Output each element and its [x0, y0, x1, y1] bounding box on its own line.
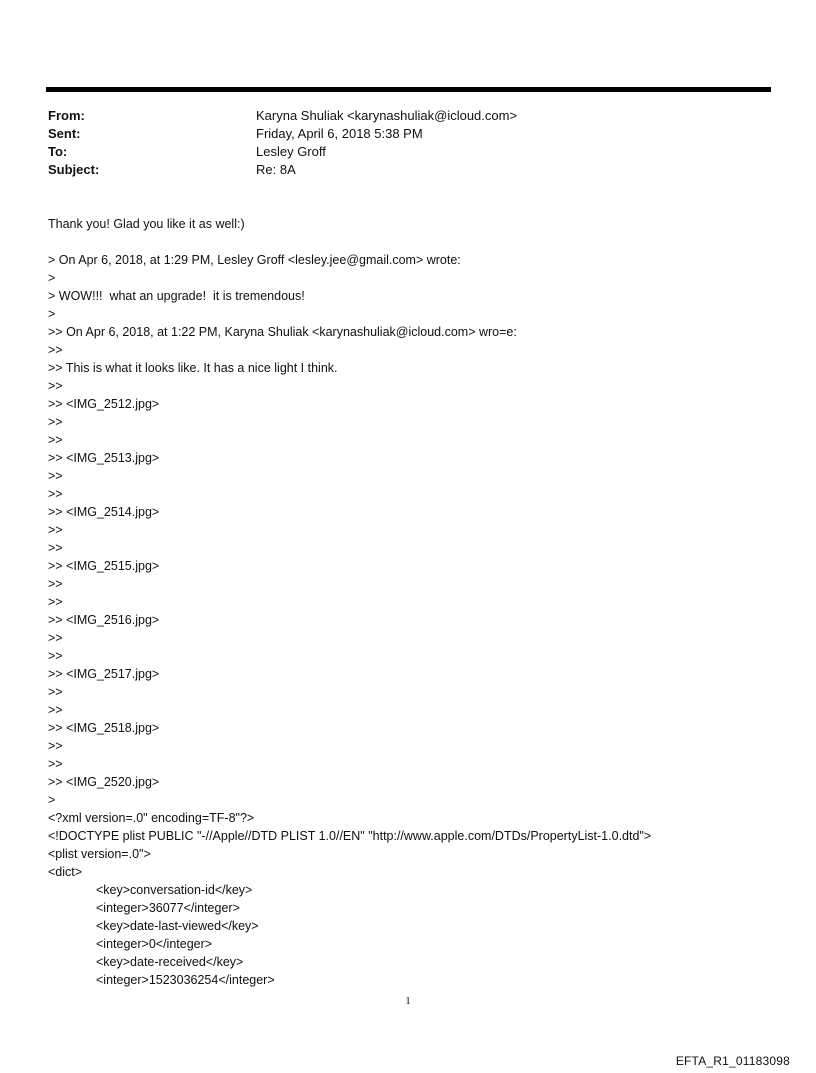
subject-label: Subject: — [48, 162, 100, 177]
quoted-line: >> — [48, 739, 63, 753]
quoted-line: > WOW!!! what an upgrade! it is tremendous! — [48, 289, 305, 303]
quoted-line: >> — [48, 631, 63, 645]
from-value: Karyna Shuliak <karynashuliak@icloud.com> — [256, 108, 518, 123]
quoted-line: >> — [48, 469, 63, 483]
quoted-line: > — [48, 793, 56, 807]
quoted-line: >> On Apr 6, 2018, at 1:22 PM, Karyna Shuliak <karynashuliak@icloud.com> wro=e: — [48, 325, 517, 339]
plist-line: <integer>36077</integer> — [96, 901, 240, 915]
quoted-line: >> <IMG_2514.jpg> — [48, 505, 160, 519]
quoted-line: > — [48, 271, 56, 285]
quoted-line: >> — [48, 649, 63, 663]
email-body — [48, 215, 788, 989]
quoted-line: >> — [48, 523, 63, 537]
quoted-line: >> <IMG_2512.jpg> — [48, 397, 160, 411]
plist-line: <integer>1523036254</integer> — [96, 973, 275, 987]
quoted-line: >> — [48, 595, 63, 609]
quoted-line: >> <IMG_2515.jpg> — [48, 559, 160, 573]
quoted-line: <!DOCTYPE plist PUBLIC "-//Apple//DTD PLIST 1.0//EN" "http://www.apple.com/DTDs/PropertyList-1.0.dtd"> — [48, 829, 652, 843]
quoted-line: >> — [48, 685, 63, 699]
plist-line: <integer>0</integer> — [96, 937, 213, 951]
quoted-line: >> This is what it looks like. It has a nice light I think. — [48, 361, 338, 375]
quoted-line: >> — [48, 577, 63, 591]
plist-line: <key>conversation-id</key> — [96, 883, 253, 897]
quoted-line: >> — [48, 343, 63, 357]
from-label: From: — [48, 108, 85, 123]
quoted-line: <dict> — [48, 865, 83, 879]
header-divider — [46, 87, 771, 92]
quoted-line: >> — [48, 541, 63, 555]
quoted-line: > — [48, 307, 56, 321]
to-value: Lesley Groff — [256, 144, 326, 159]
quoted-line: >> — [48, 757, 63, 771]
quoted-line: >> <IMG_2520.jpg> — [48, 775, 160, 789]
plist-dict-entries — [48, 881, 788, 989]
quoted-line: >> <IMG_2513.jpg> — [48, 451, 160, 465]
quoted-line: >> — [48, 433, 63, 447]
to-label: To: — [48, 144, 68, 159]
quoted-thread — [48, 251, 788, 881]
reply-text: Thank you! Glad you like it as well:) — [48, 217, 245, 231]
quoted-line: <?xml version=.0" encoding=TF-8"?> — [48, 811, 255, 825]
quoted-line: >> <IMG_2517.jpg> — [48, 667, 160, 681]
quoted-line: >> — [48, 703, 63, 717]
quoted-line: >> — [48, 415, 63, 429]
quoted-line: >> <IMG_2518.jpg> — [48, 721, 160, 735]
quoted-line: >> — [48, 379, 63, 393]
paragraph-gap — [48, 233, 788, 251]
quoted-line: >> — [48, 487, 63, 501]
sent-label: Sent: — [48, 126, 81, 141]
quoted-line: <plist version=.0"> — [48, 847, 151, 861]
quoted-line: > On Apr 6, 2018, at 1:29 PM, Lesley Groff <lesley.jee@gmail.com> wrote: — [48, 253, 461, 267]
plist-line: <key>date-received</key> — [96, 955, 244, 969]
quoted-line: >> <IMG_2516.jpg> — [48, 613, 160, 627]
plist-line: <key>date-last-viewed</key> — [96, 919, 259, 933]
sent-value: Friday, April 6, 2018 5:38 PM — [256, 126, 423, 141]
page-number: 1 — [405, 995, 411, 1007]
bates-number: EFTA_R1_01183098 — [675, 1054, 790, 1068]
subject-value: Re: 8A — [256, 162, 296, 177]
